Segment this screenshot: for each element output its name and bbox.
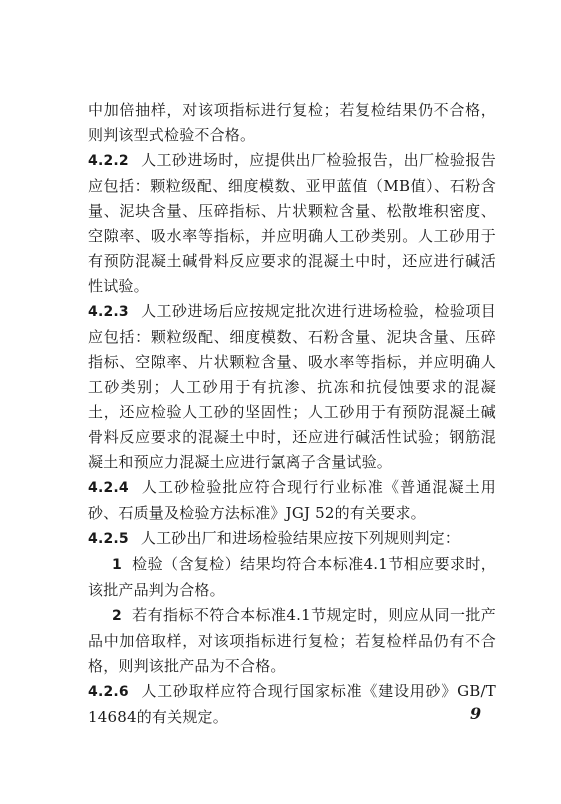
item-number: 1 <box>112 557 122 573</box>
clause-text: 人工砂出厂和进场检验结果应按下列规则判定： <box>140 529 461 547</box>
clause-text: 人工砂进场后应按规定批次进行进场检验，检验项目应包括：颗粒级配、细度模数、石粉含量、泥块含量、压碎指标、空隙率、片状颗粒含量、吸水率等指标，并应明确人工砂类别；人工砂用于有抗渗、抗冻和抗侵蚀要求的混凝土，还应检验人工砂的坚固性；人工砂用于有预防混凝土碱骨料反应要求的混凝土中时，还应进行碱活性试验；钢筋混凝土和预应力混凝土应进行氯离子含量试验。 <box>88 302 496 471</box>
clause-4-2-5 <box>88 526 496 552</box>
clause-text: 人工砂检验批应符合现行行业标准《普通混凝土用砂、石质量及检验方法标准》JGJ 52的有关要求。 <box>88 478 496 522</box>
clause-4-2-6 <box>88 679 496 730</box>
item-number: 2 <box>112 608 122 624</box>
document-body <box>88 98 496 730</box>
clause-4-2-2 <box>88 148 496 299</box>
clause-text: 人工砂进场时，应提供出厂检验报告，出厂检验报告应包括：颗粒级配、细度模数、亚甲蓝值（MB值）、石粉含量、泥块含量、压碎指标、片状颗粒含量、松散堆积密度、空隙率、吸水率等指标，并应明确人工砂类别。人工砂用于有预防混凝土碱骨料反应要求的混凝土中时，还应进行碱活性试验。 <box>88 151 496 295</box>
continuation-paragraph: 中加倍抽样，对该项指标进行复检；若复检结果仍不合格，则判该型式检验不合格。 <box>88 101 496 144</box>
item-text: 检验（含复检）结果均符合本标准4.1节相应要求时，该批产品判为合格。 <box>88 555 496 599</box>
list-item-2 <box>88 603 496 679</box>
clause-number: 4.2.2 <box>88 153 129 169</box>
clause-number: 4.2.6 <box>88 684 129 700</box>
clause-number: 4.2.5 <box>88 531 129 547</box>
clause-number: 4.2.4 <box>88 480 129 496</box>
clause-4-2-3 <box>88 299 496 475</box>
item-text: 若有指标不符合本标准4.1节规定时，则应从同一批产品中加倍取样，对该项指标进行复检；若复检样品仍有不合格，则判该批产品为不合格。 <box>88 606 496 675</box>
clause-4-2-4 <box>88 475 496 526</box>
clause-text: 人工砂取样应符合现行国家标准《建设用砂》GB/T 14684的有关规定。 <box>88 682 496 726</box>
page-number: 9 <box>470 704 482 723</box>
list-item-1 <box>88 552 496 603</box>
clause-number: 4.2.3 <box>88 304 129 320</box>
